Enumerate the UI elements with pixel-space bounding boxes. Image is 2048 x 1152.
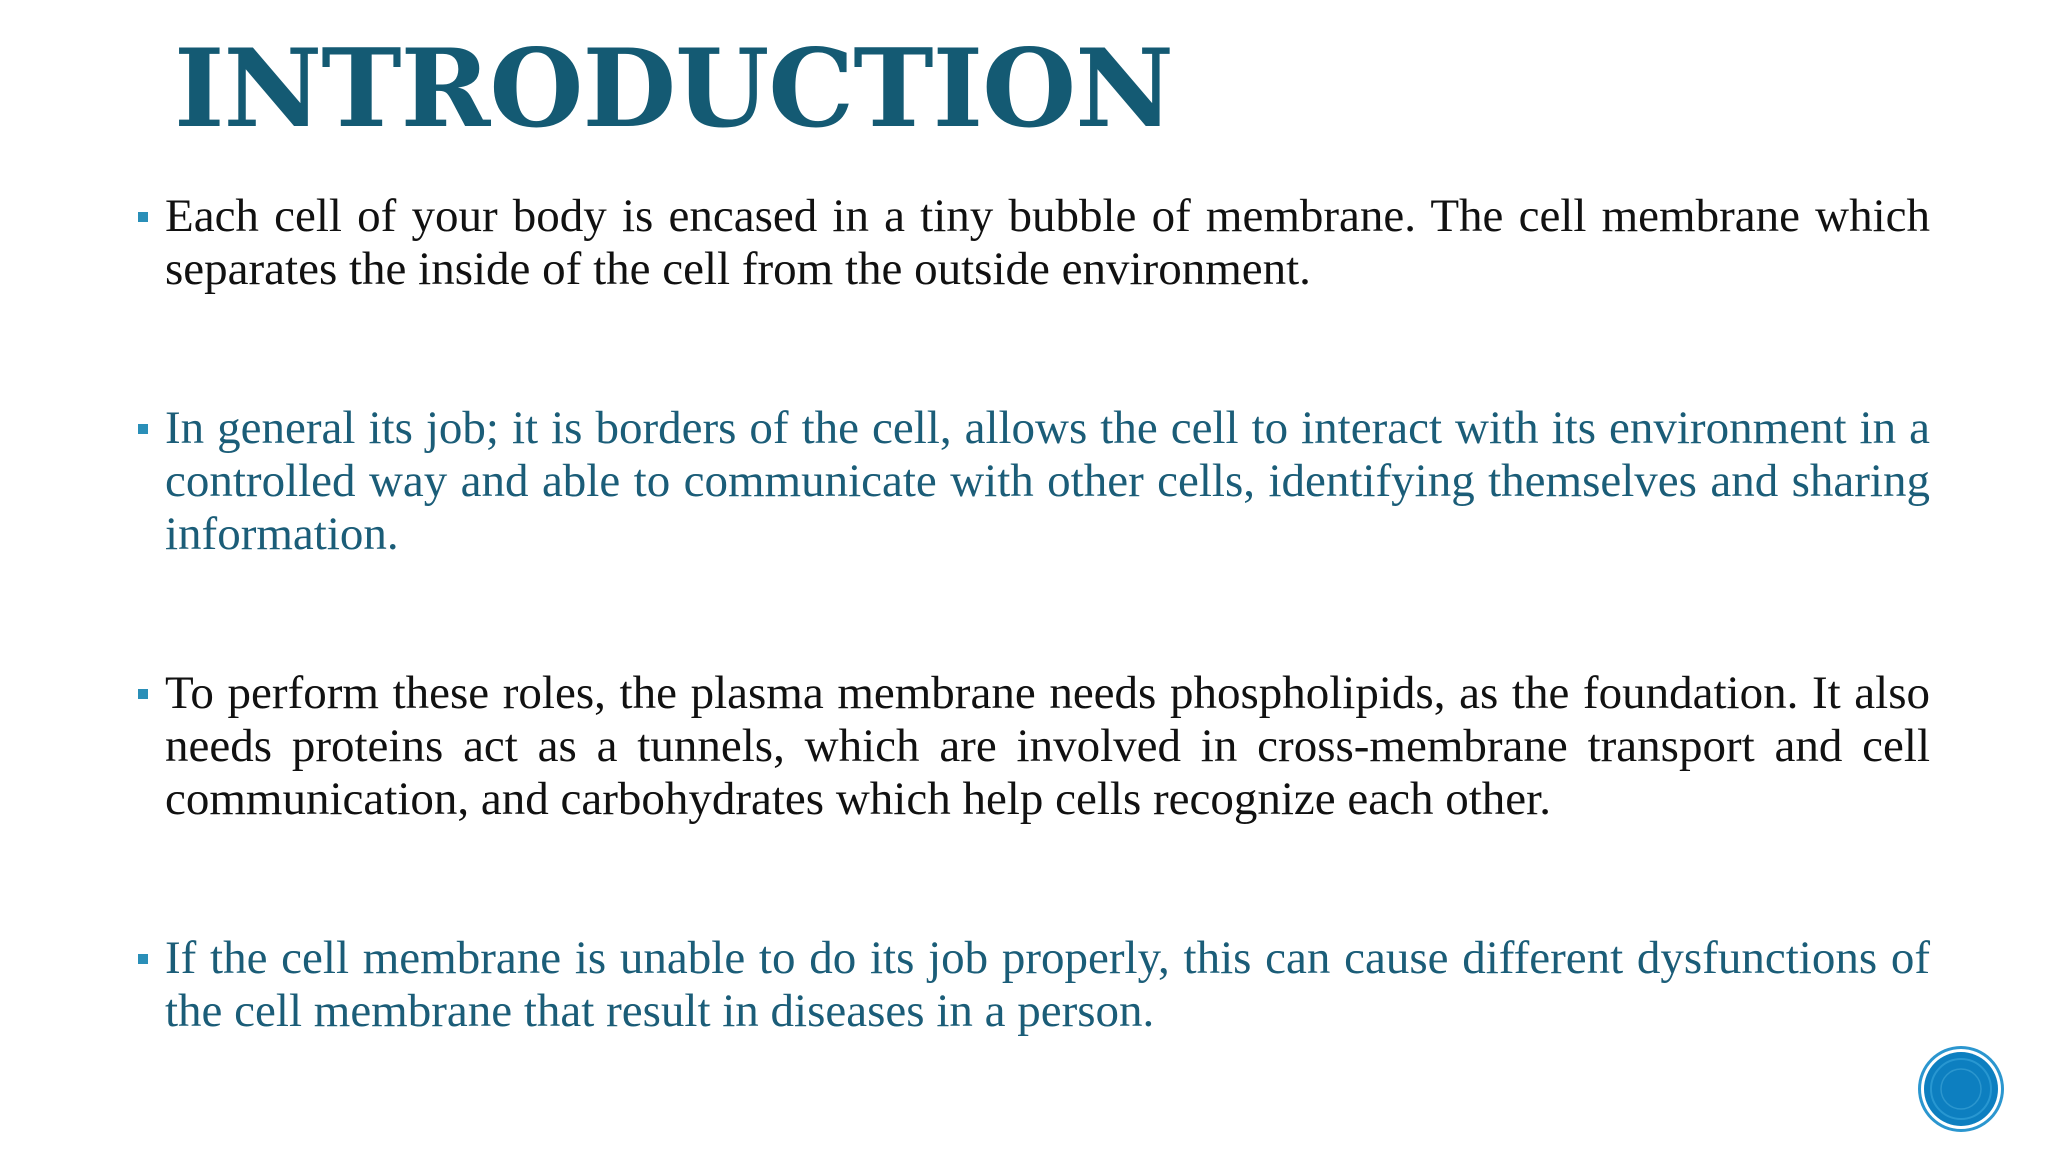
bullet-list xyxy=(130,190,1930,1144)
circle-icon xyxy=(1924,1052,1998,1126)
bullet-text: Each cell of your body is encased in a tiny bubble of membrane. The cell membrane which separates the inside of the cell from the outside environment. xyxy=(165,190,1930,295)
square-bullet-icon xyxy=(138,212,148,222)
bullet-item xyxy=(130,190,1930,296)
square-bullet-icon xyxy=(138,689,148,699)
bullet-text: If the cell membrane is unable to do its job properly, this can cause different dysfunctions of the cell membrane that result in diseases in a person. xyxy=(165,932,1930,1037)
slide-nav-button[interactable] xyxy=(1924,1052,1998,1126)
slide-title: INTRODUCTION xyxy=(174,26,1173,152)
bullet-text: To perform these roles, the plasma membrane needs phospholipids, as the foundation. It also needs proteins act as a tunnels, which are involved in cross-membrane transport and cell communication, and carbohydrates which help cells recognize each other. xyxy=(165,667,1930,825)
bullet-item xyxy=(130,667,1930,826)
bullet-item xyxy=(130,932,1930,1038)
square-bullet-icon xyxy=(138,424,148,434)
bullet-item xyxy=(130,402,1930,561)
square-bullet-icon xyxy=(138,954,148,964)
bullet-text: In general its job; it is borders of the cell, allows the cell to interact with its environment in a controlled way and able to communicate with other cells, identifying themselves and sharing information. xyxy=(165,402,1930,560)
